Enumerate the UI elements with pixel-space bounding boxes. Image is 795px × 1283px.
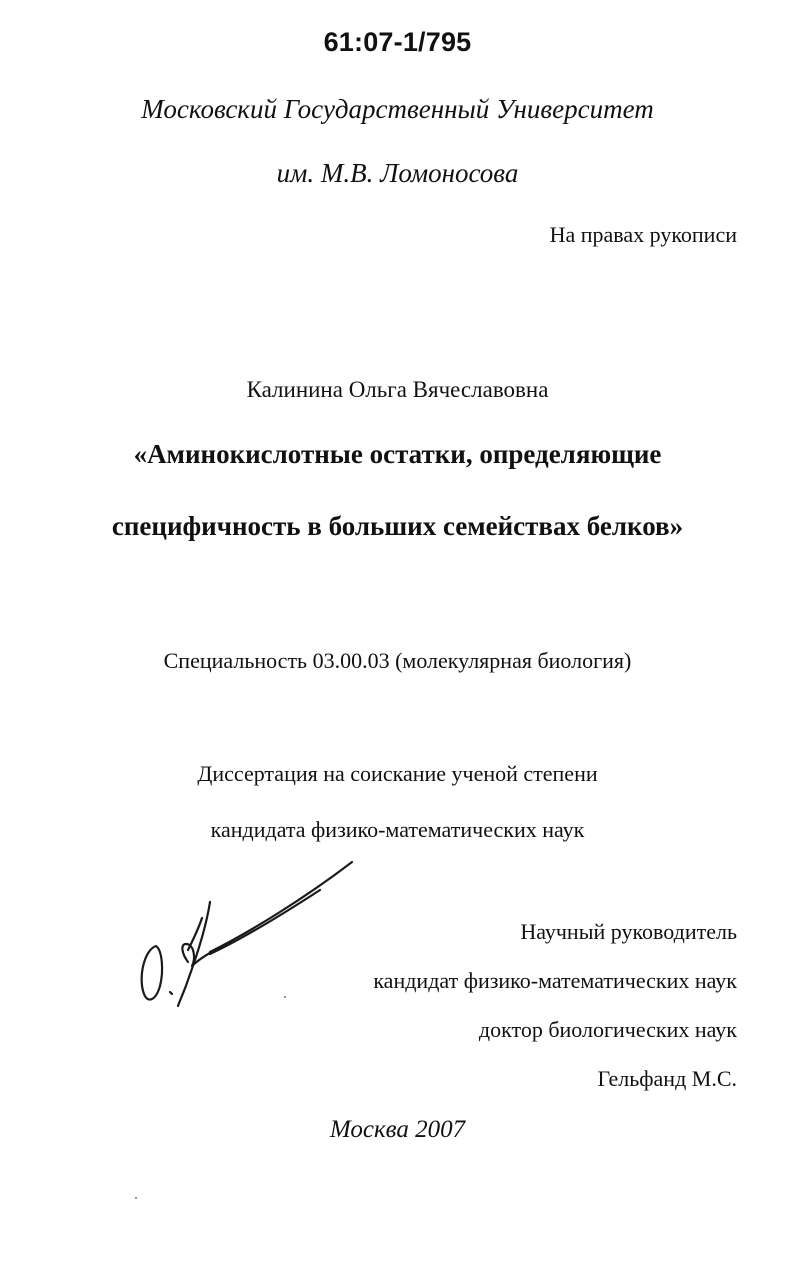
supervisor-degree-1: кандидат физико-математических наук [373, 968, 737, 993]
university-named-after: им. М.В. Ломоносова [276, 158, 519, 188]
specialty-line: Специальность 03.00.03 (молекулярная биология) [163, 648, 632, 673]
author-name: Калинина Ольга Вячеславовна [246, 377, 549, 402]
thesis-title-line-2: специфичность в больших семействах белков» [111, 511, 684, 541]
thesis-title-line-1: «Аминокислотные остатки, определяющие [133, 439, 662, 469]
place-and-year: Москва 2007 [329, 1116, 466, 1143]
archive-code: 61:07-1/795 [323, 27, 472, 57]
scan-speck [135, 1197, 137, 1199]
supervisor-name: Гельфанд М.С. [597, 1066, 737, 1091]
scan-speck [284, 996, 286, 998]
signature [130, 858, 365, 1018]
degree-line-2: кандидата физико-математических наук [210, 817, 585, 842]
degree-line-1: Диссертация на соискание ученой степени [197, 761, 598, 786]
supervisor-degree-2: доктор биологических наук [478, 1017, 737, 1042]
manuscript-rights-note: На правах рукописи [549, 222, 737, 247]
supervisor-label: Научный руководитель [520, 919, 737, 944]
university-name: Московский Государственный Университет [141, 94, 654, 124]
